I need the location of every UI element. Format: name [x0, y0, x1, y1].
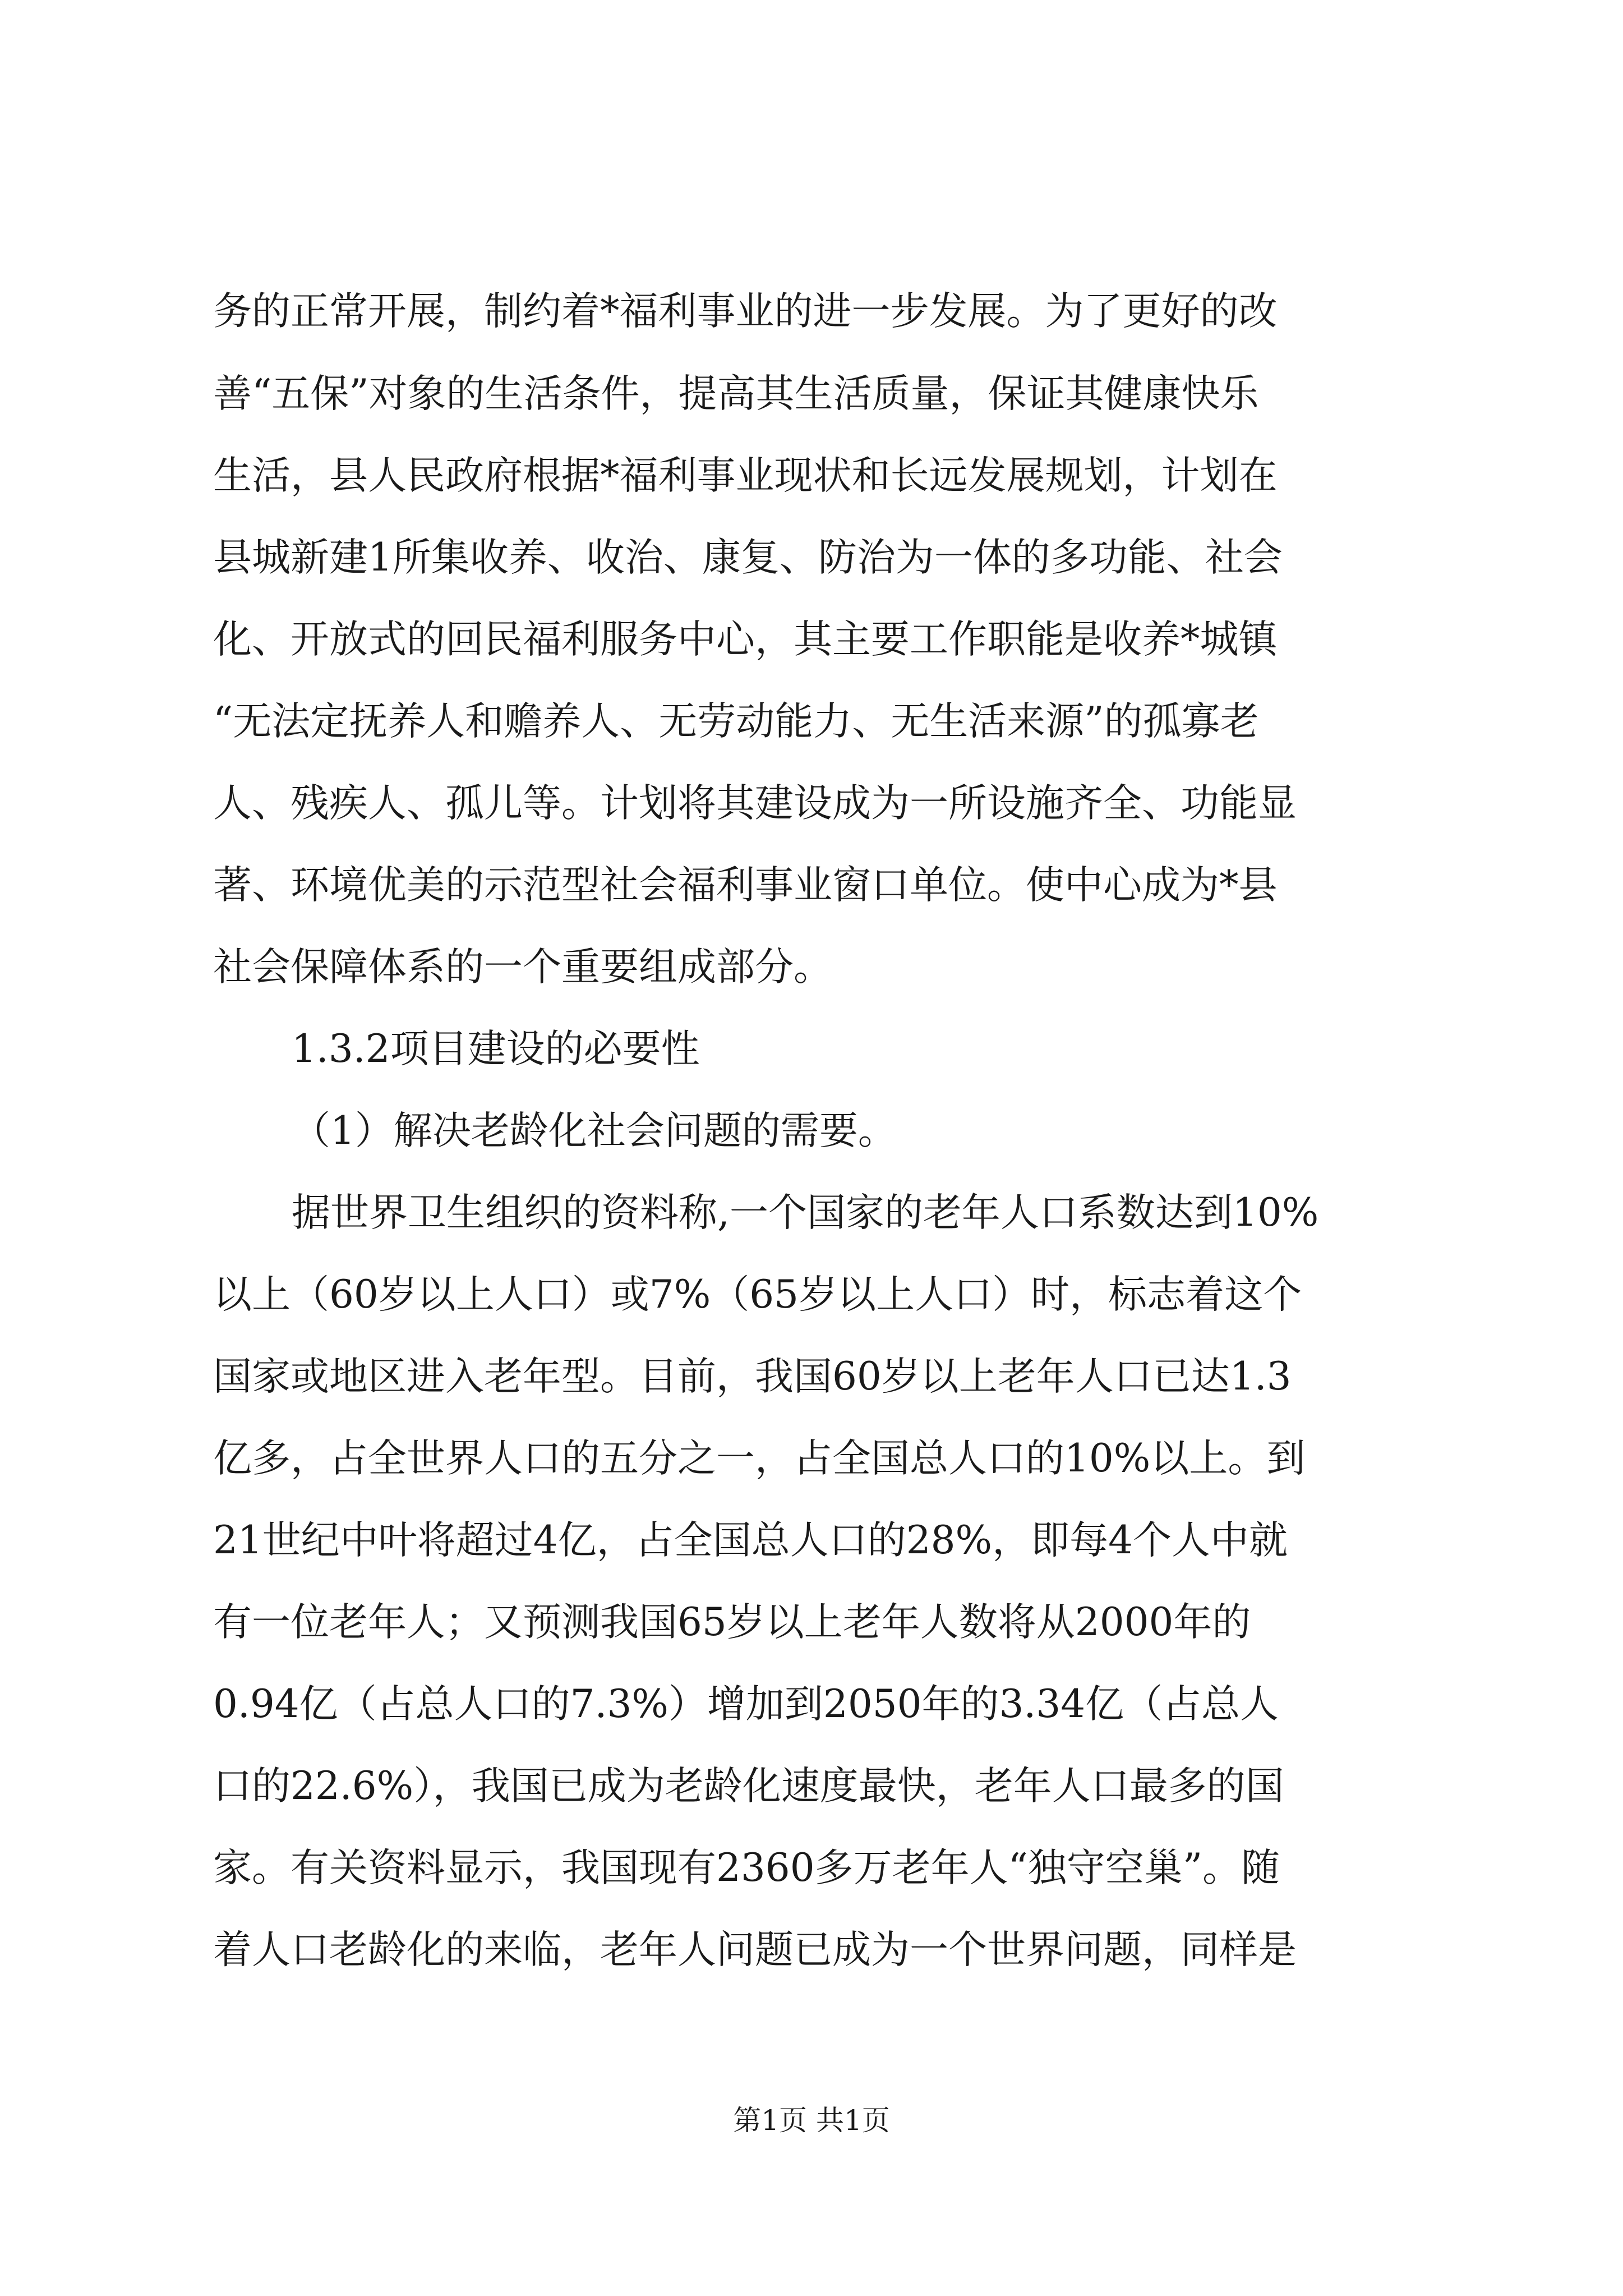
body-line: 善“五保”对象的生活条件，提高其生活质量，保证其健康快乐	[213, 371, 1259, 416]
body-line: 著、环境优美的示范型社会福利事业窗口单位。使中心成为*县	[213, 863, 1278, 908]
body-line: 人、残疾人、孤儿等。计划将其建设成为一所设施齐全、功能显	[213, 781, 1297, 826]
body-line: 0.94亿（占总人口的7.3%）增加到2050年的3.34亿（占总人	[213, 1682, 1279, 1727]
body-line: 县城新建1所集收养、收治、康复、防治为一体的多功能、社会	[213, 535, 1283, 580]
body-line: 据世界卫生组织的资料称,一个国家的老年人口系数达到10%	[292, 1190, 1319, 1235]
section-heading: 1.3.2项目建设的必要性	[292, 1027, 700, 1071]
body-line: 国家或地区进入老年型。目前，我国60岁以上老年人口已达1.3	[213, 1354, 1292, 1399]
body-line: 着人口老龄化的来临，老年人问题已成为一个世界问题，同样是	[213, 1927, 1297, 1972]
body-line: 务的正常开展，制约着*福利事业的进一步发展。为了更好的改	[213, 289, 1278, 334]
body-line: 以上（60岁以上人口）或7%（65岁以上人口）时，标志着这个	[213, 1272, 1302, 1317]
body-line: 有一位老年人；又预测我国65岁以上老年人数将从2000年的	[213, 1600, 1251, 1645]
body-line: 社会保障体系的一个重要组成部分。	[213, 945, 832, 990]
body-line: 家。有关资料显示，我国现有2360多万老年人“独守空巢”。随	[213, 1846, 1280, 1890]
body-line: 生活，县人民政府根据*福利事业现状和长远发展规划，计划在	[213, 453, 1278, 498]
body-line: “无法定抚养人和赡养人、无劳动能力、无生活来源”的孤寡老	[213, 699, 1259, 744]
page-footer: 第1页 共1页	[733, 2104, 890, 2137]
subsection-heading: （1）解决老龄化社会问题的需要。	[292, 1108, 897, 1153]
body-line: 口的22.6%），我国已成为老龄化速度最快，老年人口最多的国	[213, 1764, 1284, 1809]
body-line: 化、开放式的回民福利服务中心，其主要工作职能是收养*城镇	[213, 617, 1278, 662]
body-line: 亿多，占全世界人口的五分之一，占全国总人口的10%以上。到	[213, 1436, 1306, 1481]
body-line: 21世纪中叶将超过4亿，占全国总人口的28%，即每4个人中就	[213, 1518, 1288, 1563]
